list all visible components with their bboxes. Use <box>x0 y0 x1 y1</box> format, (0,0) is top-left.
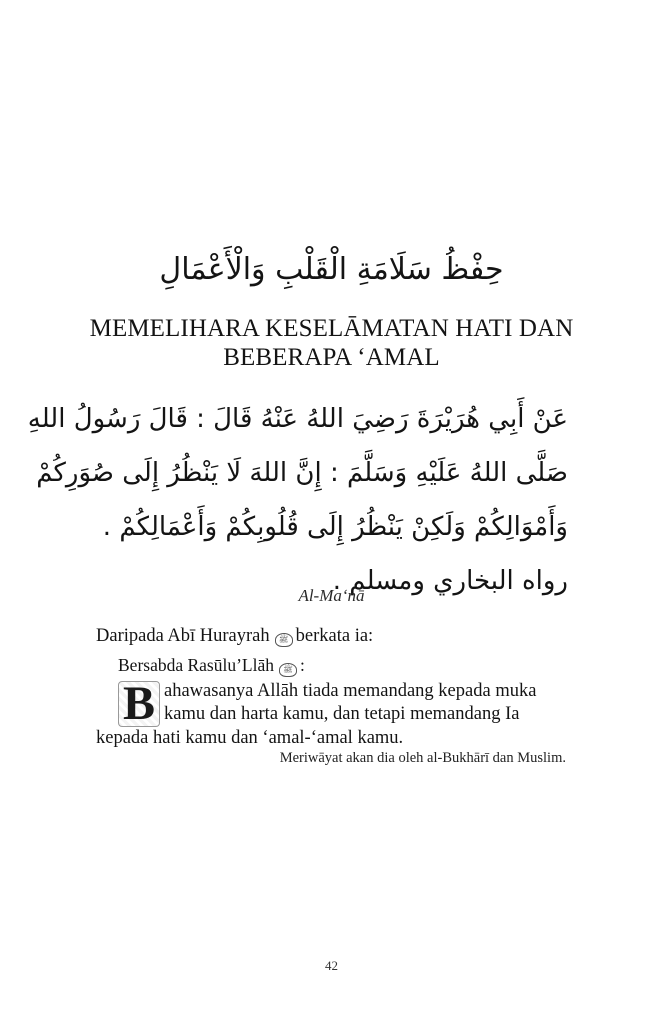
meaning-line-3: kepada hati kamu dan ‘amal-‘amal kamu. <box>96 728 404 748</box>
prophet-text: Bersabda Rasūlu’Llāh <box>118 655 274 675</box>
honorific-radiallahu-icon: ﷺ <box>275 633 293 647</box>
hadith-arabic-line-1: عَنْ أَبِي هُرَيْرَةَ رَضِيَ اللهُ عَنْهُ قَالَ : قَالَ رَسُولُ اللهِ <box>27 404 568 434</box>
chapter-title-line-1: MEMELIHARA KESELĀMATAN HATI DAN <box>89 315 574 342</box>
meaning-paragraph <box>96 677 566 750</box>
meaning-line-2: kamu dan harta kamu, dan tetapi memandang Ia <box>164 704 520 724</box>
meaning-line-1: ahawasanya Allāh tiada memandang kepada muka <box>164 681 537 701</box>
hadith-source: Meriwāyat akan dia oleh al-Bukhārī dan Muslim. <box>279 750 566 766</box>
hadith-arabic-line-2: صَلَّى اللهُ عَلَيْهِ وَسَلَّمَ : إِنَّ اللهَ لَا يَنْظُرُ إِلَى صُوَرِكُمْ <box>36 458 568 488</box>
prophet-line <box>118 653 305 677</box>
hadith-arabic-line-3: وَأَمْوَالِكُمْ وَلَكِنْ يَنْظُرُ إِلَى قُلُوبِكُمْ وَأَعْمَالِكُمْ . <box>102 512 568 542</box>
chapter-title <box>60 314 603 372</box>
narrator-line <box>96 624 373 648</box>
ornamental-dropcap: B <box>118 681 160 727</box>
arabic-chapter-title: حِفْظُ سَلَامَةِ الْقَلْبِ وَالْأَعْمَالِ <box>159 252 504 287</box>
hadith-arabic-text <box>27 392 568 608</box>
chapter-title-line-2: BEBERAPA ‘AMAL <box>223 344 440 371</box>
narrator-suffix: berkata ia: <box>295 626 374 646</box>
page-number: 42 <box>325 958 338 973</box>
prophet-suffix: : <box>300 655 305 675</box>
honorific-salawat-icon: ﷺ <box>279 663 297 677</box>
meaning-subheading: Al-Ma‘nā <box>298 586 365 605</box>
narrator-text: Daripada Abī Hurayrah <box>96 626 270 646</box>
hadith-arabic-line-4: رواه البخاري ومسلم . <box>332 566 568 596</box>
